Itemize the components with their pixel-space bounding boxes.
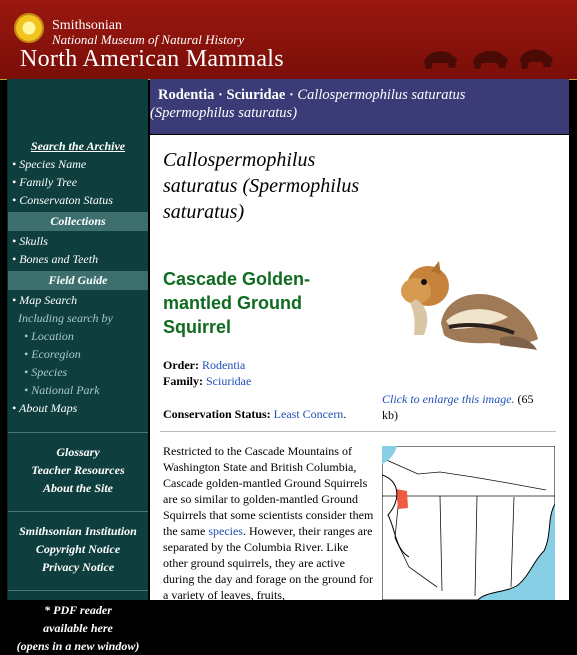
squirrel-image[interactable]	[386, 239, 546, 363]
section-divider	[160, 431, 556, 432]
sidebar-item-species[interactable]: • Species	[24, 365, 68, 379]
common-name: Cascade Golden-mantled Ground Squirrel	[163, 269, 311, 337]
image-size: (65 kb)	[382, 392, 534, 422]
sidebar-link-smithsonian[interactable]: Smithsonian Institution	[19, 524, 137, 538]
sidebar-divider	[8, 511, 148, 512]
breadcrumb	[158, 87, 465, 104]
sidebar-item-bones-teeth[interactable]: • Bones and Teeth	[12, 252, 99, 266]
sidebar-link-about-site[interactable]: About the Site	[42, 481, 113, 495]
sidebar-item-species-name[interactable]: • Species Name	[12, 157, 87, 171]
sidebar-pdf-reader-link[interactable]: * PDF reader	[44, 603, 112, 617]
smithsonian-sun-logo-icon[interactable]	[14, 13, 44, 43]
sidebar-pdf-available-link[interactable]: available here	[43, 621, 113, 635]
enlarge-image-note	[382, 391, 552, 423]
enlarge-image-link[interactable]: Click to enlarge this image.	[382, 392, 515, 406]
site-title[interactable]: North American Mammals	[20, 46, 284, 72]
sidebar-link-teacher-resources[interactable]: Teacher Resources	[31, 463, 125, 477]
breadcrumb-alt-name: (Spermophilus saturatus)	[150, 105, 298, 121]
conservation-status: Conservation Status: Least Concern.	[163, 407, 347, 421]
species-description	[163, 443, 375, 603]
breadcrumb-separator: ·	[214, 87, 227, 103]
description-text-a: Restricted to the Cascade Mountains of Washington State and British Columbia, Cascade golden-mantled Ground Squirrels are so similar to golden-mantled Ground Squirrels that some scientists consider them the same	[163, 444, 374, 538]
order-label: Order:	[163, 358, 199, 372]
sidebar-search-archive-link[interactable]: Search the Archive	[30, 139, 126, 153]
breadcrumb-separator: ·	[285, 87, 298, 103]
sidebar-including-search-label: Including search by	[18, 311, 113, 325]
musk-oxen-silhouette-icon	[419, 38, 559, 74]
taxonomy-block	[163, 357, 251, 389]
family-link[interactable]: Sciuridae	[206, 374, 252, 388]
sidebar-item-about-maps[interactable]: • About Maps	[12, 401, 78, 415]
order-link[interactable]: Rodentia	[201, 358, 246, 372]
breadcrumb-bar	[150, 79, 569, 134]
sidebar-link-glossary[interactable]: Glossary	[56, 445, 100, 459]
sidebar-item-ecoregion[interactable]: • Ecoregion	[24, 347, 81, 361]
conservation-status-link[interactable]: Least Concern	[273, 407, 344, 421]
sidebar-pdf-new-window-note[interactable]: (opens in a new window)	[16, 639, 140, 653]
range-map[interactable]	[382, 446, 555, 600]
sidebar-item-conservation-status[interactable]: • Conservaton Status	[12, 193, 113, 207]
sidebar-item-map-search[interactable]: • Map Search	[12, 293, 78, 307]
sidebar-link-privacy[interactable]: Privacy Notice	[41, 560, 115, 574]
sidebar-field-guide-heading: Field Guide	[8, 271, 148, 290]
species-glossary-link[interactable]: species	[208, 524, 243, 538]
sidebar-item-family-tree[interactable]: • Family Tree	[12, 175, 78, 189]
site-header	[0, 0, 577, 80]
sidebar-divider	[8, 432, 148, 433]
breadcrumb-order-link[interactable]: Rodentia	[158, 87, 215, 103]
sidebar-collections-heading: Collections	[8, 212, 148, 231]
sidebar-item-location[interactable]: • Location	[24, 329, 74, 343]
museum-label: National Museum of Natural History	[52, 32, 245, 47]
description-text-b: . However, their ranges are separated by the Columbia River. Like other ground squirrels, they are active during the day and forage on the ground for a variety of leaves, fruits,	[163, 524, 373, 602]
species-content	[150, 135, 569, 600]
sidebar-item-skulls[interactable]: • Skulls	[12, 234, 48, 248]
scientific-name: Callospermophilus saturatus (Spermophilus saturatus)	[163, 149, 360, 223]
sidebar-link-copyright[interactable]: Copyright Notice	[35, 542, 121, 556]
sidebar-divider	[8, 590, 148, 591]
family-label: Family:	[163, 374, 203, 388]
sidebar-item-national-park[interactable]: • National Park	[24, 383, 100, 397]
smithsonian-label: Smithsonian	[52, 18, 123, 33]
breadcrumb-species: Callospermophilus saturatus	[297, 87, 466, 103]
breadcrumb-family-link[interactable]: Sciuridae	[226, 87, 286, 103]
conservation-label: Conservation Status:	[163, 407, 271, 421]
sidebar	[7, 79, 148, 653]
